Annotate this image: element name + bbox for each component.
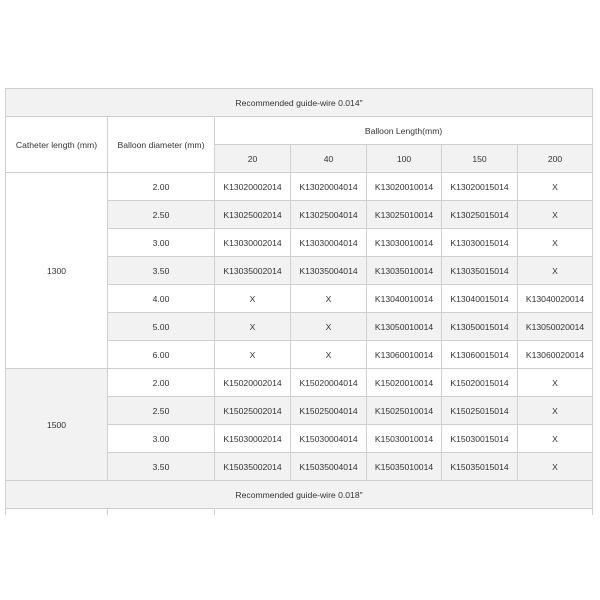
- unavailable-cell: X: [518, 369, 593, 397]
- partial-row: [6, 509, 593, 516]
- footer-title: Recommended guide-wire 0.018": [6, 481, 593, 509]
- header-balloon-length: Balloon Length(mm): [215, 117, 593, 145]
- product-code-cell: K15030004014: [291, 425, 367, 453]
- product-code-cell: K15020004014: [291, 369, 367, 397]
- partial-cell: [6, 509, 108, 516]
- unavailable-cell: X: [215, 285, 291, 313]
- balloon-diameter-cell: 6.00: [108, 341, 215, 369]
- product-code-cell: K13025002014: [215, 201, 291, 229]
- balloon-diameter-cell: 3.00: [108, 425, 215, 453]
- header-length-cell: 40: [291, 145, 367, 173]
- product-code-table-container: [5, 88, 592, 515]
- balloon-diameter-cell: 4.00: [108, 285, 215, 313]
- product-code-cell: K13035002014: [215, 257, 291, 285]
- footer-title-row: [6, 481, 593, 509]
- product-code-cell: K15025004014: [291, 397, 367, 425]
- product-code-cell: K15025002014: [215, 397, 291, 425]
- balloon-diameter-cell: 3.50: [108, 453, 215, 481]
- table-row: [6, 369, 593, 397]
- balloon-diameter-cell: 5.00: [108, 313, 215, 341]
- balloon-diameter-cell: 2.50: [108, 201, 215, 229]
- product-code-cell: K15030015014: [442, 425, 518, 453]
- product-code-cell: K13020002014: [215, 173, 291, 201]
- product-code-cell: K13040020014: [518, 285, 593, 313]
- unavailable-cell: X: [518, 397, 593, 425]
- unavailable-cell: X: [518, 229, 593, 257]
- header-length-cell: 100: [367, 145, 442, 173]
- product-code-cell: K13035010014: [367, 257, 442, 285]
- catheter-length-cell: 1300: [6, 173, 108, 369]
- partial-cell: [215, 509, 593, 516]
- product-code-cell: K13060020014: [518, 341, 593, 369]
- balloon-diameter-cell: 3.50: [108, 257, 215, 285]
- balloon-diameter-cell: 2.50: [108, 397, 215, 425]
- product-code-cell: K13040015014: [442, 285, 518, 313]
- product-code-cell: K13050020014: [518, 313, 593, 341]
- product-code-cell: K15035015014: [442, 453, 518, 481]
- header-length-cell: 150: [442, 145, 518, 173]
- unavailable-cell: X: [518, 257, 593, 285]
- unavailable-cell: X: [291, 285, 367, 313]
- product-code-cell: K13025015014: [442, 201, 518, 229]
- product-code-cell: K13060015014: [442, 341, 518, 369]
- product-code-cell: K15025010014: [367, 397, 442, 425]
- product-code-cell: K13030010014: [367, 229, 442, 257]
- catheter-length-cell: 1500: [6, 369, 108, 481]
- product-code-cell: K13060010014: [367, 341, 442, 369]
- table-row: [6, 173, 593, 201]
- header-balloon-diameter: Balloon diameter (mm): [108, 117, 215, 173]
- unavailable-cell: X: [518, 425, 593, 453]
- unavailable-cell: X: [291, 313, 367, 341]
- product-code-cell: K15020002014: [215, 369, 291, 397]
- product-code-cell: K13040010014: [367, 285, 442, 313]
- header-length-cell: 200: [518, 145, 593, 173]
- product-code-cell: K13050015014: [442, 313, 518, 341]
- product-code-cell: K13030004014: [291, 229, 367, 257]
- product-code-cell: K15035004014: [291, 453, 367, 481]
- unavailable-cell: X: [518, 453, 593, 481]
- product-code-cell: K13020010014: [367, 173, 442, 201]
- unavailable-cell: X: [291, 341, 367, 369]
- product-code-cell: K13025010014: [367, 201, 442, 229]
- product-code-cell: K13035015014: [442, 257, 518, 285]
- balloon-diameter-cell: 3.00: [108, 229, 215, 257]
- partial-cell: [108, 509, 215, 516]
- header-catheter-length: Catheter length (mm): [6, 117, 108, 173]
- product-code-cell: K13020015014: [442, 173, 518, 201]
- header-length-cell: 20: [215, 145, 291, 173]
- unavailable-cell: X: [518, 201, 593, 229]
- table-body: [6, 89, 593, 516]
- product-code-cell: K15030010014: [367, 425, 442, 453]
- product-code-cell: K13035004014: [291, 257, 367, 285]
- product-code-cell: K15020010014: [367, 369, 442, 397]
- product-code-cell: K13030015014: [442, 229, 518, 257]
- product-code-table: [5, 88, 593, 515]
- product-code-cell: K15020015014: [442, 369, 518, 397]
- product-code-cell: K13030002014: [215, 229, 291, 257]
- product-code-cell: K13020004014: [291, 173, 367, 201]
- unavailable-cell: X: [215, 341, 291, 369]
- table-title: Recommended guide-wire 0.014": [6, 89, 593, 117]
- balloon-diameter-cell: 2.00: [108, 173, 215, 201]
- table-title-row: [6, 89, 593, 117]
- unavailable-cell: X: [215, 313, 291, 341]
- product-code-cell: K15035010014: [367, 453, 442, 481]
- product-code-cell: K15035002014: [215, 453, 291, 481]
- header-row-1: [6, 117, 593, 145]
- product-code-cell: K15025015014: [442, 397, 518, 425]
- product-code-cell: K13025004014: [291, 201, 367, 229]
- balloon-diameter-cell: 2.00: [108, 369, 215, 397]
- product-code-cell: K15030002014: [215, 425, 291, 453]
- product-code-cell: K13050010014: [367, 313, 442, 341]
- unavailable-cell: X: [518, 173, 593, 201]
